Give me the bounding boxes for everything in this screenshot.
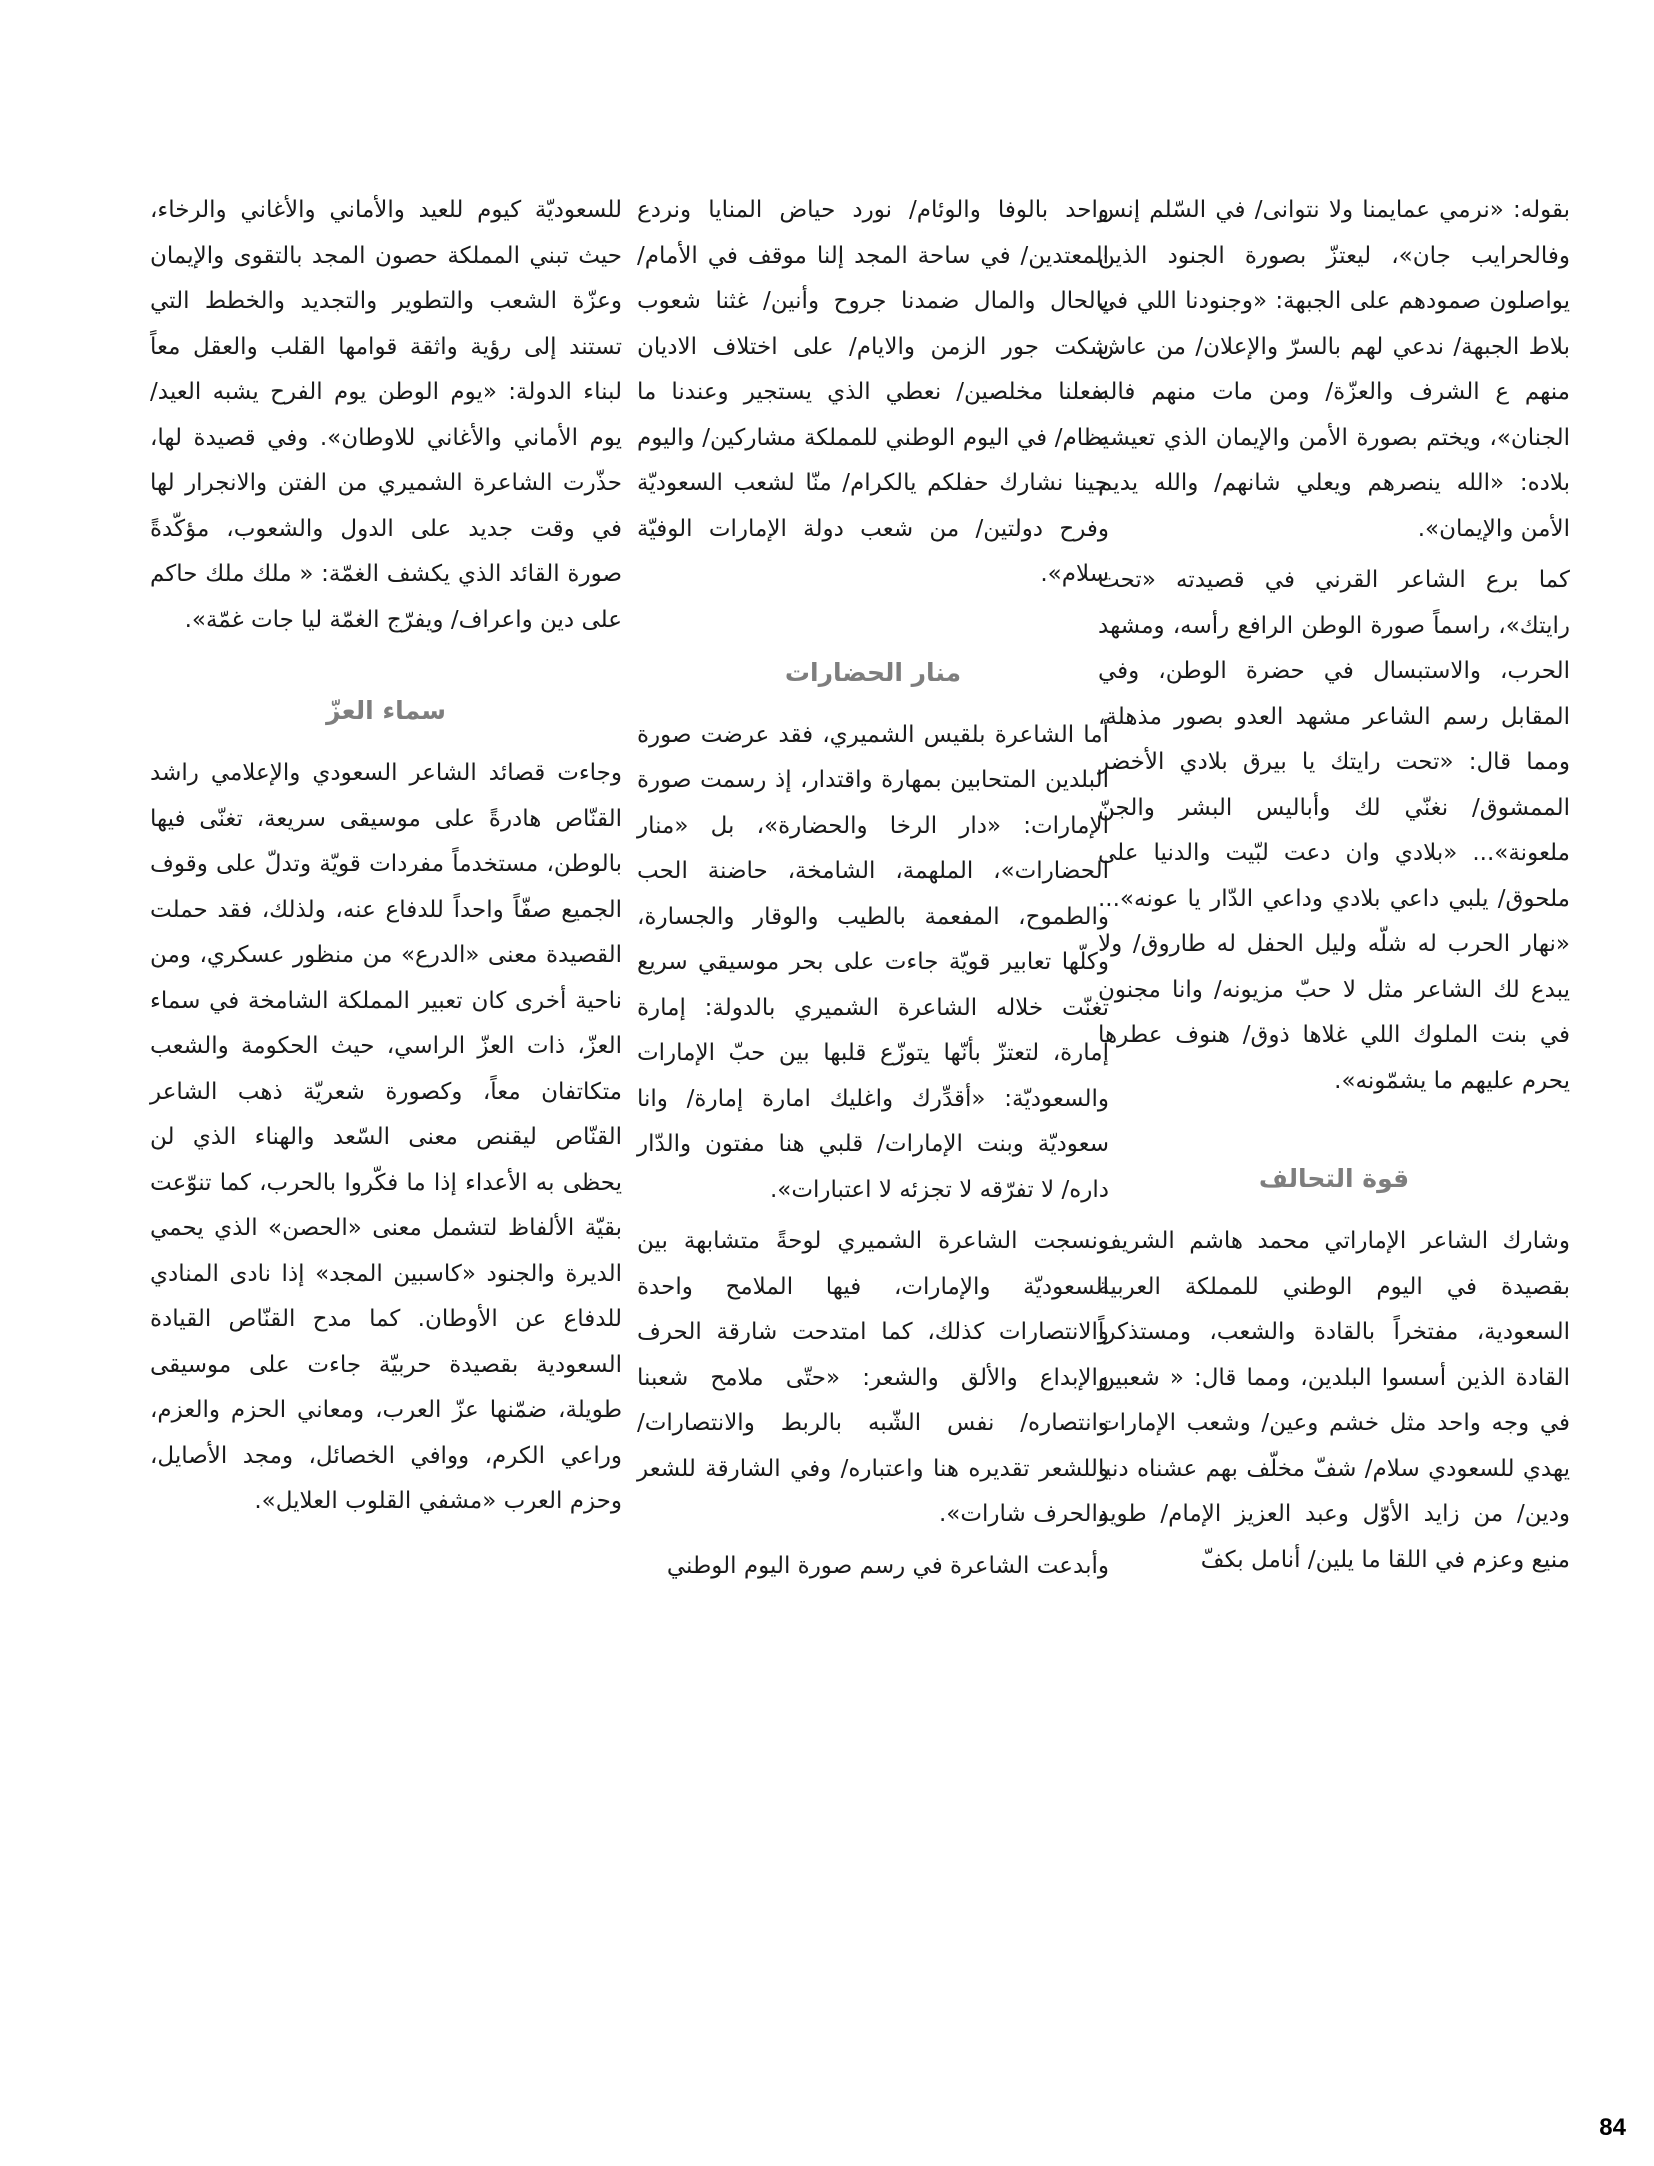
paragraph: للسعوديّة كيوم للعيد والأماني والأغاني والرخاء، حيث تبني المملكة حصون المجد بالتقوى والإيمان وعزّة الشعب والتطوير والتجديد والخطط التي تستند إلى رؤية واثقة قوامها القلب والعقل معاً لبناء الدولة: «يوم الوطن يوم الفرح يشبه العيد/ يوم الأماني والأغاني للاوطان». وفي قصيدة لها، حذّرت الشاعرة الشميري من الفتن والانجرار لها في وقت جديد على الدول والشعوب، مؤكّدةً صورة القائد الذي يكشف الغمّة: « ملك ملك حاكم على دين واعراف/ ويفرّج الغمّة ليا جات غمّة». — [150, 197, 622, 633]
paragraph: كما برع الشاعر القرني في قصيدته «تحت رايتك»، راسماً صورة الوطن الرافع رأسه، ومشهد الحرب، والاستبسال في حضرة الوطن، وفي المقابل رسم الشاعر مشهد العدو بصور مذهلة، ومما قال: «تحت رايتك يا بيرق بلادي الأخضر الممشوق/ نغنّي لك وأباليس البشر والجنّ ملعونة»... «بلادي وان دعت لبّيت والدنيا على ملحوق/ يلبي داعي بلادي وداعي الدّار يا عونه»... «نهار الحرب له شلّه وليل الحفل له طاروق/ ولا يبدع لك الشاعر مثل لا حبّ مزيونه/ وانا مجنون في بنت الملوك اللي غلاها ذوق/ هنوف عطرها يحرم عليهم ما يشمّونه». — [1098, 567, 1570, 1094]
column-middle — [637, 188, 1109, 1595]
column-right — [1098, 188, 1570, 1589]
section-heading-sky-of-glory: سماء العزّ — [326, 696, 446, 725]
column-left — [150, 188, 622, 1531]
page-number: 84 — [1599, 2114, 1626, 2141]
paragraph: واحد بالوفا والوئام/ نورد حياض المنايا ونردع المعتدين/ في ساحة المجد إلنا موقف في الأمام/ بالحال والمال ضمدنا جروح وأنين/ غثنا شعوب شكت جور الزمن والايام/ على اختلاف الاديان بفعلنا مخلصين/ نعطي الذي يستجير وعندنا ما يظام/ في اليوم الوطني للمملكة مشاركين/ واليوم جينا نشارك حفلكم يالكرام/ منّا لشعب السعوديّة وفرح دولتين/ من شعب دولة الإمارات الوفيّة سلام». — [637, 197, 1109, 587]
paragraph: وأبدعت الشاعرة في رسم صورة اليوم الوطني — [666, 1552, 1109, 1579]
section-heading-civilizations: منار الحضارات — [784, 657, 962, 687]
paragraph: بقوله: «نرمي عمايمنا ولا نتوانى/ في السّلم إنس وفالحرايب جان»، ليعتزّ بصورة الجنود الذين يواصلون صمودهم على الجبهة: «وجنودنا اللي في بلاط الجبهة/ ندعي لهم بالسرّ والإعلان/ من عاش منهم ع الشرف والعزّة/ ومن مات منهم فاله الجنان»، ويختم بصورة الأمن والإيمان الذي تعيشه بلاده: «الله ينصرهم ويعلي شانهم/ والله يديم الأمن والإيمان». — [1098, 197, 1570, 542]
paragraph: وشارك الشاعر الإماراتي محمد هاشم الشريف بقصيدة في اليوم الوطني للمملكة العربية السعودية، مفتخراً بالقادة والشعب، ومستذكراً القادة الذين أسسوا البلدين، ومما قال: « شعبين في وجه واحد مثل خشم وعين/ وشعب الإمارات يهدي للسعودي سلام/ شفّ مخلّف بهم عشناه دنيا ودين/ من زايد الأوّل وعبد العزيز الإمام/ طويد منيع وعزم في اللقا ما يلين/ أنامل بكفّ — [1098, 1228, 1570, 1573]
section-heading-alliance: قوة التحالف — [1258, 1164, 1410, 1193]
paragraph: ونسجت الشاعرة الشميري لوحةً متشابهة بين السعوديّة والإمارات، فيها الملامح واحدة والانتصارات كذلك، كما امتدحت شارقة الحرف والإبداع والألق والشعر: «حتّى ملامح شعبنا وانتصاره/ نفس الشّبه بالربط والانتصارات/ وللشعر تقديره هنا واعتباره/ وفي الشارقة للشعر والحرف شارات». — [637, 1228, 1109, 1527]
paragraph: وجاءت قصائد الشاعر السعودي والإعلامي راشد القنّاص هادرةً على موسيقى سريعة، تغنّى فيها بالوطن، مستخدماً مفردات قويّة وتدلّ على وقوف الجميع صفّاً واحداً للدفاع عنه، ولذلك، فقد حملت القصيدة معنى «الدرع» من منظور عسكري، ومن ناحية أخرى كان تعبير المملكة الشامخة في سماء العزّ، ذات العزّ الراسي، حيث الحكومة والشعب متكاتفان معاً، وكصورة شعريّة ذهب الشاعر القنّاص ليقنص معنى السّعد والهناء الذي لن يحظى به الأعداء إذا ما فكّروا بالحرب، كما تنوّعت بقيّة الألفاظ لتشمل معنى «الحصن» الذي يحمي الديرة والجنود «كاسبين المجد» إذا نادى المنادي للدفاع عن الأوطان. كما مدح القنّاص القيادة السعودية بقصيدة حربيّة جاءت على موسيقى طويلة، ضمّنها عزّ العرب، ومعاني الحزم والعزم، وراعي الكرم، ووافي الخصائل، ومجد الأصايل، وحزم العرب «مشفي القلوب العلايل». — [150, 760, 622, 1514]
paragraph: أما الشاعرة بلقيس الشميري، فقد عرضت صورة البلدين المتحابين بمهارة واقتدار، إذ رسمت صورة الإمارات: «دار الرخا والحضارة»، بل «منار الحضارات»، الملهمة، الشامخة، حاضنة الحب والطموح، المفعمة بالطيب والوقار والجسارة، وكلّها تعابير قويّة جاءت على بحر موسيقي سريع تغنّت خلاله الشاعرة الشميري بالدولة: إمارة إمارة، لتعتزّ بأنّها يتوزّع قلبها بين حبّ الإمارات والسعوديّة: «أقدِّرك واغليك امارة إمارة/ وانا سعوديّة وبنت الإمارات/ قلبي هنا مفتون والدّار داره/ لا تفرّقه لا تجزئه لا اعتبارات». — [637, 721, 1109, 1203]
